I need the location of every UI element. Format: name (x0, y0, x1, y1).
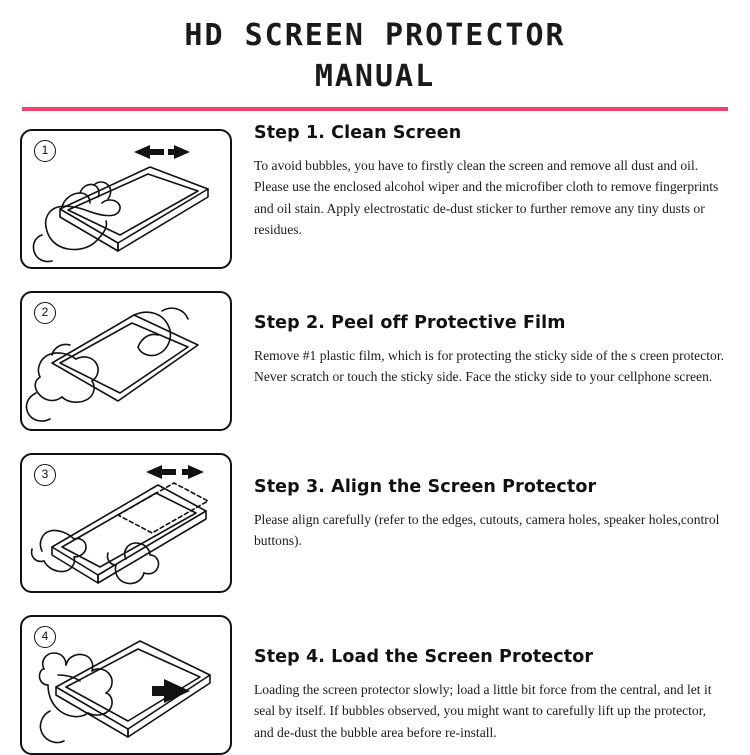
right-arrow-glyph (182, 465, 204, 479)
step-4-text (232, 607, 730, 743)
step-item (20, 607, 730, 755)
left-arrow-glyph (134, 145, 164, 159)
page-header (0, 0, 750, 111)
step-item (20, 445, 730, 593)
step-1-body: To avoid bubbles, you have to firstly clean the screen and remove all dust and oil. Please use the enclosed alcohol wiper and the microfiber cloth to remove fingerprints and oil stain. Apply electrostatic de-dust sticker to further remove any tiny dusts or residues. (254, 158, 719, 238)
step-4-title: Step 4. Load the Screen Protector (254, 647, 594, 667)
step-2-text (232, 283, 730, 388)
step-item (20, 283, 730, 431)
page-title-line-1: HD SCREEN PROTECTOR (184, 18, 566, 53)
step-1-number-badge: 1 (34, 140, 56, 162)
step-3-title: Step 3. Align the Screen Protector (254, 477, 597, 497)
right-arrow-glyph (168, 145, 190, 159)
step-4-body: Loading the screen protector slowly; load a little bit force from the central, and let it seal by itself. If bubbles observed, you might want to carefully lift up the protector, and de-dust the bubble area before re-install. (254, 682, 712, 740)
step-2-illustration (20, 291, 232, 431)
steps-list (0, 111, 750, 755)
step-2-number-badge: 2 (34, 302, 56, 324)
step-4-illustration (20, 615, 232, 755)
step-4-number-badge: 4 (34, 626, 56, 648)
left-arrow-glyph (146, 465, 176, 479)
step-3-number-badge: 3 (34, 464, 56, 486)
step-3-text (232, 445, 730, 552)
step-item (20, 121, 730, 269)
step-2-title: Step 2. Peel off Protective Film (254, 313, 566, 333)
step-3-body: Please align carefully (refer to the edges, cutouts, camera holes, speaker holes,control buttons). (254, 512, 720, 549)
page-title-line-2: MANUAL (314, 58, 436, 94)
step-1-illustration (20, 129, 232, 269)
step-2-body: Remove #1 plastic film, which is for protecting the sticky side of the s creen protector. Never scratch or touch the sticky side. Face the sticky side to your cellphone screen. (254, 348, 724, 385)
step-1-title: Step 1. Clean Screen (254, 123, 462, 143)
step-1-text (232, 121, 730, 241)
step-3-illustration (20, 453, 232, 593)
